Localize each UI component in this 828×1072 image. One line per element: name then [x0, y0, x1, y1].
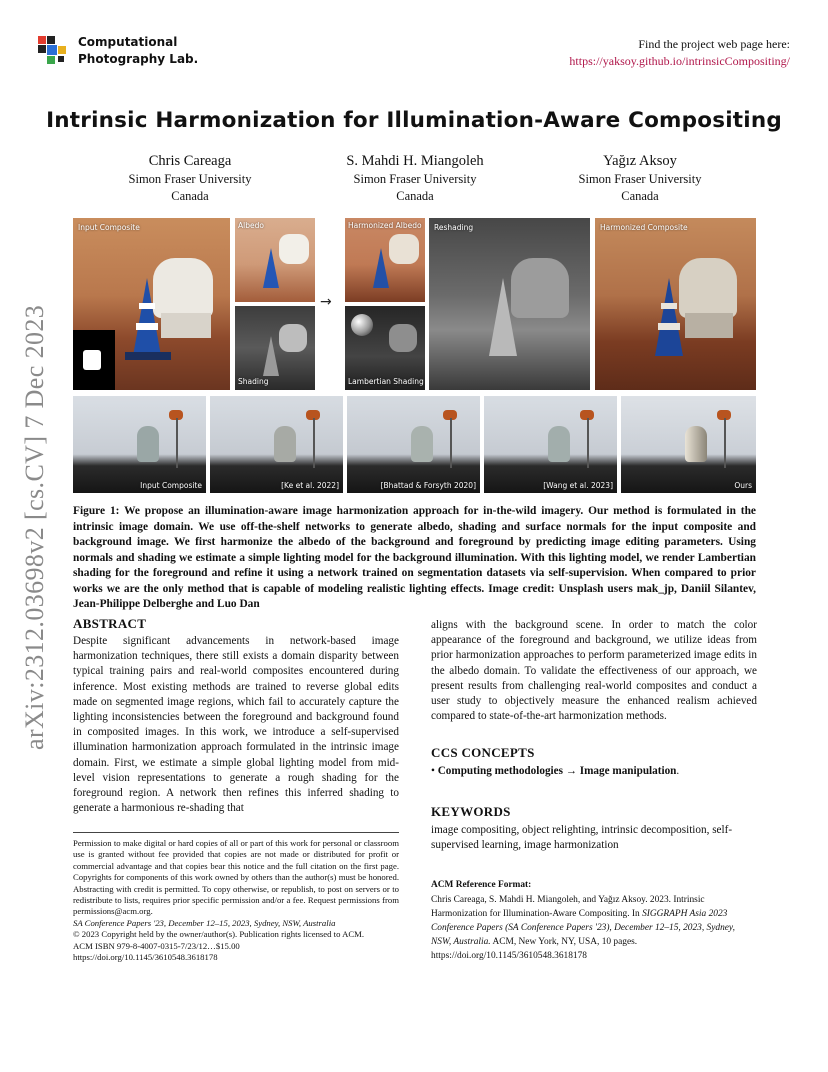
- ccs-concept: Computing methodologies → Image manipulation: [437, 765, 677, 777]
- lab-name: [78, 34, 198, 68]
- teaser-figure: [73, 218, 756, 493]
- lab-name-line2: Photography Lab.: [78, 52, 199, 66]
- webpage-link[interactable]: https://yaksoy.github.io/intrinsicCompositing/: [569, 54, 790, 68]
- panel-label: Albedo: [238, 221, 264, 230]
- arrow-icon: →: [320, 294, 332, 310]
- conference-line: SA Conference Papers '23, December 12–15, 2023, Sydney, NSW, Australia: [73, 917, 336, 928]
- webpage-prompt: Find the project web page here:: [638, 37, 790, 51]
- comparison-ke-image: [210, 396, 343, 493]
- panel-label: Input Composite: [78, 223, 140, 232]
- lambertian-shading-image: [345, 306, 425, 390]
- panel-label: Harmonized Albedo: [348, 221, 422, 230]
- ccs-end: .: [676, 765, 680, 777]
- panel-label: Harmonized Composite: [600, 223, 688, 232]
- author-name: Chris Careaga: [148, 153, 232, 169]
- albedo-image: [235, 218, 315, 302]
- acm-reference-venue: SIGGRAPH Asia 2023 Conference Papers (SA Conference Papers '23), December 12–15, 2023, Sydney, NSW, Australia.: [431, 909, 735, 947]
- comparison-wang-image: [484, 396, 617, 493]
- acm-reference-text: [431, 893, 757, 963]
- author-country: Canada: [396, 189, 434, 203]
- arxiv-identifier: arXiv:2312.03698v2 [cs.CV] 7 Dec 2023: [20, 304, 49, 750]
- acm-reference-part1: Chris Careaga, S. Mahdi H. Miangoleh, and Yağız Aksoy. 2023. Intrinsic Harmonization for Illumination-Aware Compositing. In: [431, 895, 705, 919]
- author-list: [80, 151, 750, 205]
- author-affiliation: Simon Fraser University: [128, 172, 252, 186]
- panel-label: Reshading: [434, 223, 474, 232]
- panel-label: Lambertian Shading: [348, 377, 424, 386]
- comparison-label: Ours: [734, 481, 752, 490]
- isbn-line: ACM ISBN 979-8-4007-0315-7/23/12…$15.00: [73, 940, 240, 951]
- comparison-label: [Bhattad & Forsyth 2020]: [380, 481, 476, 490]
- lab-logo-icon: [38, 36, 70, 68]
- harmonized-albedo-image: [345, 218, 425, 302]
- ccs-bullet: •: [431, 765, 435, 777]
- ccs-heading: CCS CONCEPTS: [431, 745, 535, 760]
- ccs-item: [431, 765, 757, 777]
- comparison-ours-image: [621, 396, 756, 493]
- author-block: [80, 151, 300, 205]
- acm-reference-heading: ACM Reference Format:: [431, 880, 532, 890]
- abstract-heading: ABSTRACT: [73, 616, 147, 631]
- author-block: [305, 151, 525, 205]
- author-country: Canada: [171, 189, 209, 203]
- keywords-text: image compositing, object relighting, intrinsic decomposition, self-supervised learning, image harmonization: [431, 824, 733, 852]
- keywords-heading: KEYWORDS: [431, 804, 511, 819]
- comparison-label: Input Composite: [140, 481, 202, 490]
- abstract-text-left: Despite significant advancements in network-based image harmonization techniques, there still exists a domain disparity between typical training pairs and real-world composites encountered during inference. Most existing methods are trained to reverse global edits made on segmented image regions, which fail to accurately capture the lighting inconsistencies between the foreground and background found in composited images. In this work, we introduce a self-supervised illumination harmonization approach formulated in the intrinsic image domain. First, we estimate a simple global lighting model from mid-level vision representations to generate a rough shading for the foreground region. A network then refines this inferred shading to generate a harmonious re-shading that: [73, 635, 399, 815]
- permission-notice: [73, 838, 399, 963]
- acm-reference-part2: ACM, New York, NY, USA, 10 pages. https://doi.org/10.1145/3610548.3618178: [431, 937, 638, 961]
- panel-label: Shading: [238, 377, 269, 386]
- author-name: S. Mahdi H. Miangoleh: [346, 153, 484, 169]
- shading-image: [235, 306, 315, 390]
- figure-caption: Figure 1: We propose an illumination-aware image harmonization approach for in-the-wild imagery. Our method is formulated in the intrinsic image domain. We use off-the-shelf networks to generate albedo, shading and surface normals for the input composite and background image. We first harmonize the albedo of the background and foreground by predicting image editing parameters. Using normals and shading we estimate a simple lighting model for the background illumination. With this lighting model, we render Lambertian shading for the foreground and refine it using a network trained on segmentation datasets via self-supervision. When compared to prior works we are the only method that is capable of modeling realistic lighting effects. Image credit: Unsplash users mak_jp, Daniil Silantev, Jean-Philippe Delberghe and Luo Dan: [73, 505, 756, 610]
- lab-name-line1: Computational: [78, 35, 178, 49]
- harmonized-composite-image: [595, 218, 756, 390]
- author-affiliation: Simon Fraser University: [353, 172, 477, 186]
- comparison-input-image: [73, 396, 206, 493]
- paper-title: Intrinsic Harmonization for Illumination-Aware Compositing: [46, 108, 782, 133]
- copyright-line: © 2023 Copyright held by the owner/author(s). Publication rights licensed to ACM.: [73, 929, 365, 940]
- lab-logo: [38, 34, 218, 70]
- comparison-label: [Ke et al. 2022]: [281, 481, 339, 490]
- comparison-bhattad-image: [347, 396, 480, 493]
- author-country: Canada: [621, 189, 659, 203]
- input-composite-image: [73, 218, 230, 390]
- footnote-divider: [73, 832, 399, 833]
- author-block: [530, 151, 750, 205]
- permission-text: Permission to make digital or hard copies of all or part of this work for personal or classroom use is granted without fee provided that copies are not made or distributed for profit or commercial advantage and that copies bear this notice and the full citation on the first page. Copyrights for components of this work owned by others than the author(s) must be honored. Abstracting with credit is permitted. To copy otherwise, or republish, to post on servers or to redistribute to lists, requires prior specific permission and/or a fee. Request permissions from permissions@acm.org.: [73, 838, 399, 917]
- project-webpage: [490, 36, 790, 70]
- author-affiliation: Simon Fraser University: [578, 172, 702, 186]
- comparison-label: [Wang et al. 2023]: [543, 481, 613, 490]
- doi-line: https://doi.org/10.1145/3610548.3618178: [73, 952, 218, 963]
- reshading-image: [429, 218, 590, 390]
- author-name: Yağız Aksoy: [603, 153, 677, 169]
- abstract-text-right: aligns with the background scene. In order to match the color appearance of the foreground and background, we utilize ideas from prior harmonization approaches to perform parameterized image edits in the albedo domain. To validate the effectiveness of our approach, we present results from challenging real-world composites and conduct a user study to objectively measure the enhanced realism achieved compared to state-of-the-art harmonization methods.: [431, 619, 757, 723]
